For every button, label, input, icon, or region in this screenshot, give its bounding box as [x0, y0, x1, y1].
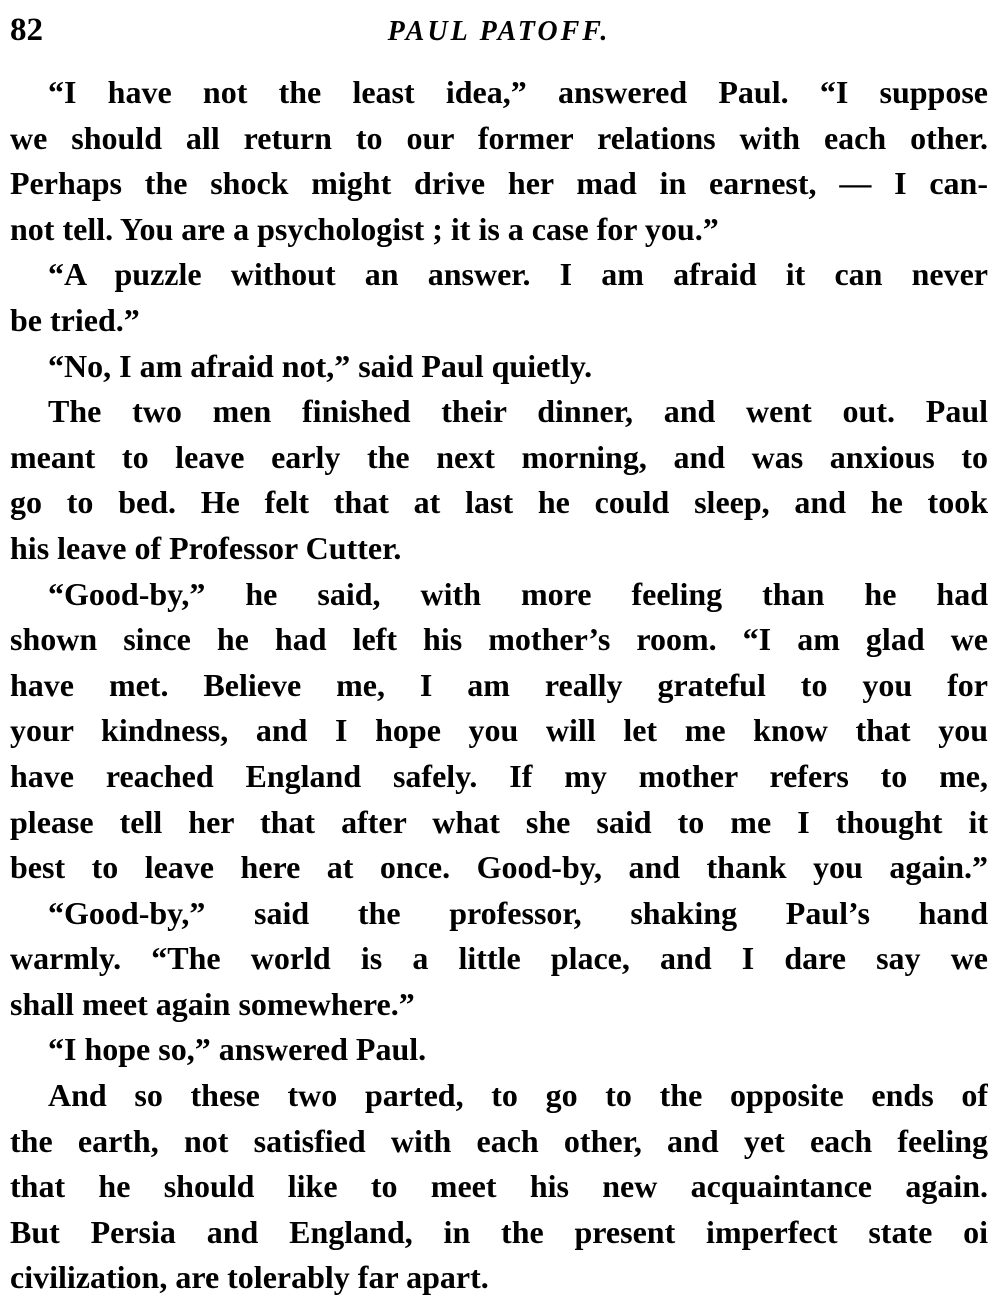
text-line: shown since he had left his mother’s room. “I am glad we	[10, 621, 988, 658]
text-line: “A puzzle without an answer. I am afraid it can never	[48, 256, 988, 293]
text-line: your kindness, and I hope you will let me know that you	[10, 712, 988, 749]
text-line: that he should like to meet his new acquaintance again.	[10, 1168, 988, 1205]
text-line: civilization, are tolerably far apart.	[10, 1259, 489, 1296]
text-line: “Good-by,” said the professor, shaking Paul’s hand	[48, 894, 988, 931]
text-line: please tell her that after what she said to me I thought it	[10, 803, 988, 840]
text-line: shall meet again somewhere.”	[10, 985, 415, 1022]
page-number: 82	[10, 12, 43, 48]
book-page	[10, 10, 988, 1305]
text-line: The two men finished their dinner, and went out. Paul	[48, 393, 988, 430]
text-line: be tried.”	[10, 301, 140, 338]
text-line: “I have not the least idea,” answered Paul. “I suppose	[48, 74, 988, 110]
text-line: But Persia and England, in the present imperfect state oi	[10, 1213, 988, 1250]
text-line: have met. Believe me, I am really grateful to you for	[10, 666, 988, 703]
body-text	[10, 70, 988, 1301]
text-line: warmly. “The world is a little place, and I dare say we	[10, 940, 988, 977]
text-line: best to leave here at once. Good-by, and thank you again.”	[10, 849, 988, 886]
text-line: go to bed. He felt that at last he could sleep, and he took	[10, 484, 988, 521]
text-line: have reached England safely. If my mother refers to me,	[10, 757, 988, 794]
running-title: PAUL PATOFF.	[387, 16, 611, 47]
text-line: And so these two parted, to go to the opposite ends of	[48, 1077, 988, 1114]
text-line: “Good-by,” he said, with more feeling than he had	[48, 575, 988, 612]
running-head	[10, 10, 988, 70]
text-line: “No, I am afraid not,” said Paul quietly.	[48, 347, 593, 384]
text-line: “I hope so,” answered Paul.	[48, 1031, 427, 1068]
text-line: his leave of Professor Cutter.	[10, 529, 402, 566]
text-line: Perhaps the shock might drive her mad in earnest, — I can-	[10, 165, 988, 202]
text-line: the earth, not satisfied with each other, and yet each feeling	[10, 1122, 988, 1159]
text-line: we should all return to our former relations with each other.	[10, 119, 988, 156]
text-line: meant to leave early the next morning, and was anxious to	[10, 438, 988, 475]
text-line: not tell. You are a psychologist ; it is a case for you.”	[10, 210, 719, 247]
